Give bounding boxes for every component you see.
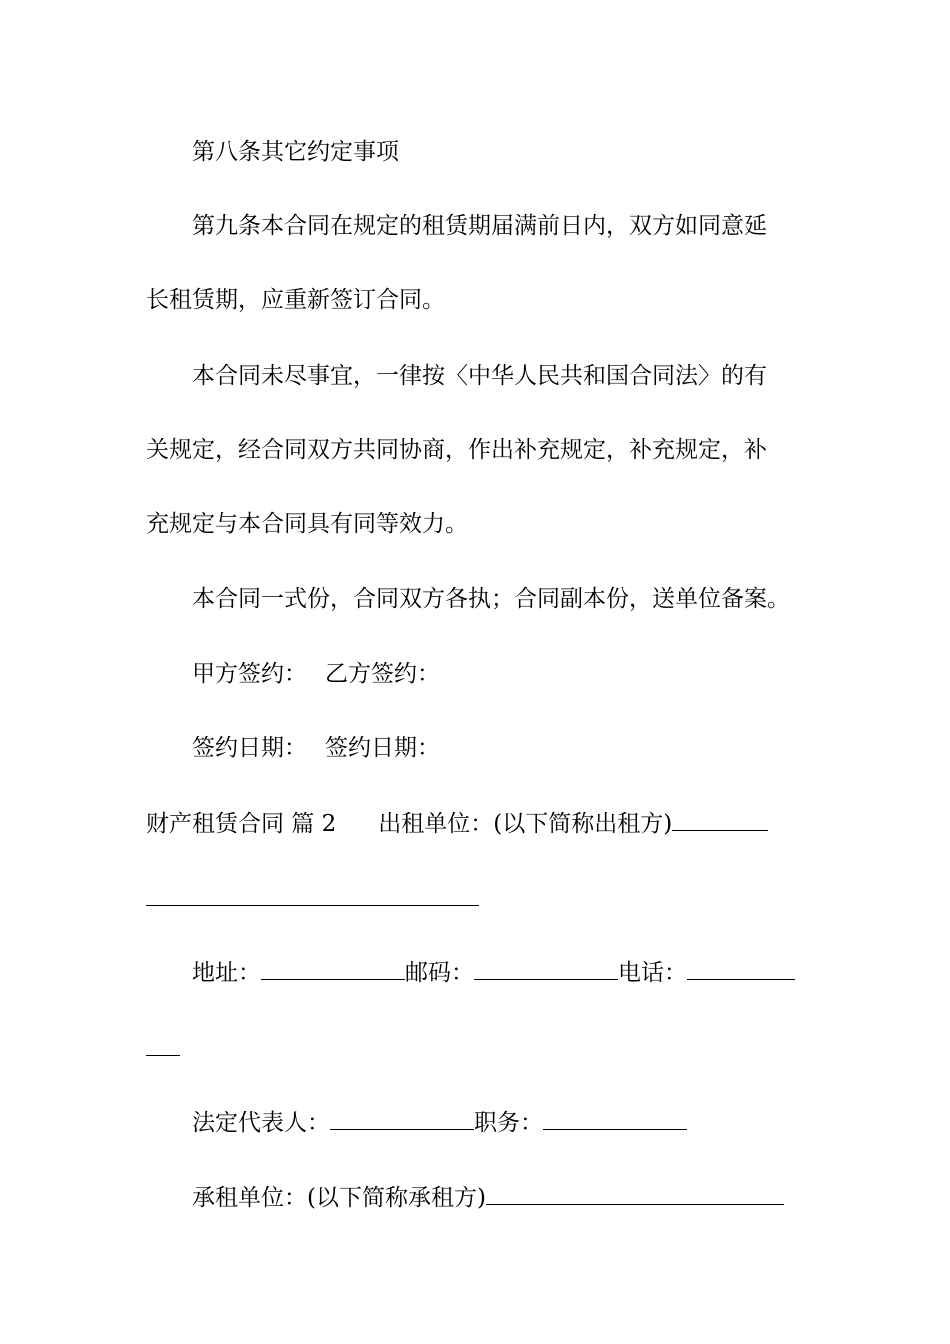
party-a-signature-label: 甲方签约： bbox=[192, 661, 307, 687]
phone-label: 电话： bbox=[618, 960, 687, 986]
legal-rep-label: 法定代表人： bbox=[192, 1110, 330, 1136]
lessor-blank bbox=[672, 810, 768, 831]
party-a-date-label: 签约日期： bbox=[192, 735, 307, 761]
signature-row bbox=[192, 659, 440, 689]
copies-clause: 本合同一式份，合同双方各执；合同副本份，送单位备案。 bbox=[192, 586, 790, 612]
lessor-blank-continued bbox=[146, 885, 479, 906]
lessee-row bbox=[192, 1183, 784, 1213]
sign-date-row bbox=[192, 733, 440, 763]
article-9-line-2: 长租赁期，应重新签订合同。 bbox=[146, 287, 445, 313]
phone-continuation-row bbox=[146, 1034, 180, 1064]
misc-clause-line-3: 充规定与本合同具有同等效力。 bbox=[146, 511, 468, 537]
legal-rep-blank bbox=[330, 1109, 474, 1130]
lessee-label: 承租单位：(以下简称承租方) bbox=[192, 1185, 486, 1211]
position-blank bbox=[543, 1109, 687, 1130]
misc-clause-line-1: 本合同未尽事宜，一律按〈中华人民共和国合同法〉的有 bbox=[192, 363, 767, 389]
section-2-heading: 财产租赁合同 篇 2 bbox=[146, 811, 337, 837]
lessor-label: 出租单位：(以下简称出租方) bbox=[378, 811, 673, 837]
postcode-blank bbox=[474, 959, 618, 980]
position-label: 职务： bbox=[474, 1110, 543, 1136]
lessor-continuation-row bbox=[146, 884, 479, 914]
address-blank bbox=[261, 959, 405, 980]
postcode-label: 邮码： bbox=[405, 960, 474, 986]
party-b-date-label: 签约日期： bbox=[325, 735, 440, 761]
lessee-blank bbox=[486, 1184, 784, 1205]
phone-blank-continued bbox=[146, 1035, 180, 1056]
section-2-heading-row bbox=[146, 809, 768, 839]
misc-clause-line-2: 关规定，经合同双方共同协商，作出补充规定，补充规定，补 bbox=[146, 437, 767, 463]
phone-blank bbox=[687, 959, 795, 980]
article-8-heading: 第八条其它约定事项 bbox=[192, 139, 399, 165]
article-9-line-1: 第九条本合同在规定的租赁期届满前日内，双方如同意延 bbox=[192, 213, 767, 239]
contact-row bbox=[192, 958, 795, 988]
party-b-signature-label: 乙方签约： bbox=[325, 661, 440, 687]
address-label: 地址： bbox=[192, 960, 261, 986]
legal-rep-row bbox=[192, 1108, 687, 1138]
